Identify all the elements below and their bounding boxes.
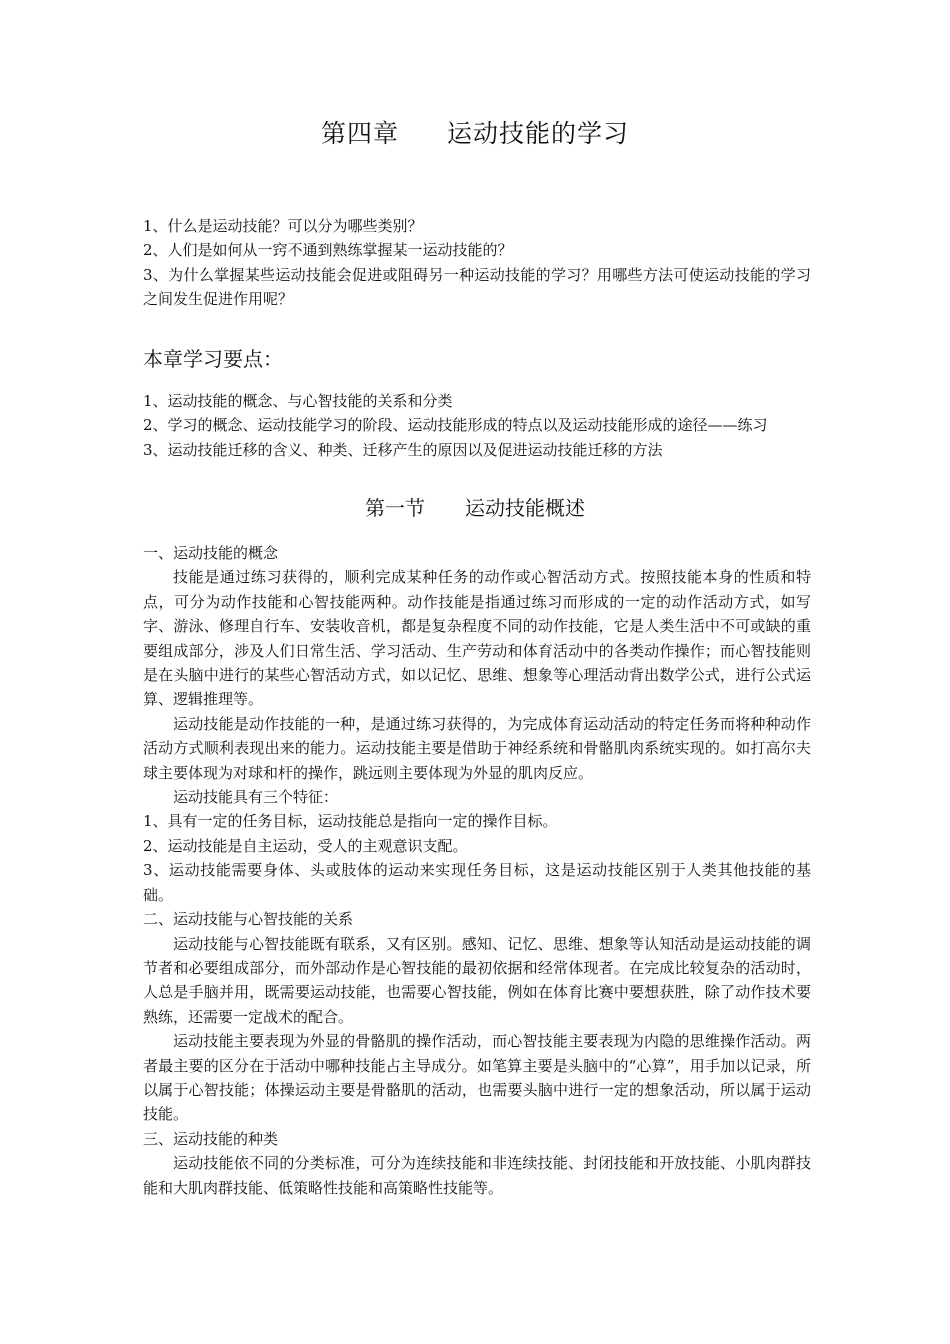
body-paragraph: 运动技能依不同的分类标准，可分为连续技能和非连续技能、封闭技能和开放技能、小肌肉群技能和大肌肉群技能、低策略性技能和高策略性技能等。 <box>143 1154 811 1197</box>
chapter-number: 第四章 <box>320 119 399 148</box>
question-item: 1、什么是运动技能？可以分为哪些类别？ <box>143 217 423 235</box>
key-points-list <box>143 389 811 462</box>
body-paragraph: 技能是通过练习获得的，顺利完成某种任务的动作或心智活动方式。按照技能本身的性质和特点，可分为动作技能和心智技能两种。动作技能是指通过练习而形成的一定的动作活动方式，如写字、游泳、修理自行车、安装收音机，都是复杂程度不同的动作技能，它是人类生活中不可或缺的重要组成部分，涉及人们日常生活、学习活动、生产劳动和体育活动中的各类动作操作；而心智技能则是在头脑中进行的某些心智活动方式，如以记忆、思维、想象等心理活动背出数学公式，进行公式运算、逻辑推理等。 <box>143 568 811 709</box>
feature-item: 3、运动技能需要身体、头或肢体的运动来实现任务目标，这是运动技能区别于人类其他技能的基础。 <box>143 861 811 904</box>
key-point-item: 3、运动技能迁移的含义、种类、迁移产生的原因以及促进运动技能迁移的方法 <box>143 440 663 459</box>
body-paragraph: 运动技能主要表现为外显的骨骼肌的操作活动，而心智技能主要表现为内隐的思维操作活动。两者最主要的区分在于活动中哪种技能占主导成分。如笔算主要是头脑中的“心算”，用手加以记录，所以属于心智技能；体操运动主要是骨骼肌的活动，也需要头脑中进行一定的想象活动，所以属于运动技能。 <box>143 1032 811 1124</box>
chapter-title <box>0 117 950 151</box>
feature-item: 1、具有一定的任务目标，运动技能总是指向一定的操作目标。 <box>143 812 558 831</box>
section-number: 第一节 <box>365 496 425 520</box>
key-points-heading: 本章学习要点： <box>143 347 283 371</box>
chapter-questions <box>143 214 811 312</box>
subheading: 三、运动技能的种类 <box>143 1129 279 1148</box>
subheading: 二、运动技能与心智技能的关系 <box>143 910 354 929</box>
section-body <box>143 541 811 1200</box>
body-paragraph: 运动技能是动作技能的一种，是通过练习获得的，为完成体育运动活动的特定任务而将种种动作活动方式顺利表现出来的能力。运动技能主要是借助于神经系统和骨骼肌肉系统实现的。如打高尔夫球主要体现为对球和杆的操作，跳远则主要体现为外显的肌肉反应。 <box>143 714 811 782</box>
key-point-item: 1、运动技能的概念、与心智技能的关系和分类 <box>143 392 453 410</box>
chapter-name: 运动技能的学习 <box>447 119 630 148</box>
question-item: 3、为什么掌握某些运动技能会促进或阻碍另一种运动技能的学习？用哪些方法可使运动技能的学习之间发生促进作用呢？ <box>143 265 811 309</box>
body-paragraph: 运动技能具有三个特征： <box>173 788 339 807</box>
section-title <box>0 494 950 522</box>
question-item: 2、人们是如何从一窍不通到熟练掌握某一运动技能的？ <box>143 241 513 260</box>
subheading: 一、运动技能的概念 <box>143 544 279 562</box>
body-paragraph: 运动技能与心智技能既有联系，又有区别。感知、记忆、思维、想象等认知活动是运动技能的调节者和必要组成部分，而外部动作是心智技能的最初依据和经常体现者。在完成比较复杂的活动时，人总是手脑并用，既需要运动技能，也需要心智技能，例如在体育比赛中要想获胜，除了动作技术要熟练，还需要一定战术的配合。 <box>143 934 811 1026</box>
section-name: 运动技能概述 <box>465 496 585 520</box>
key-point-item: 2、学习的概念、运动技能学习的阶段、运动技能形成的特点以及运动技能形成的途径——练习 <box>143 416 768 435</box>
feature-item: 2、运动技能是自主运动，受人的主观意识支配。 <box>143 836 468 855</box>
